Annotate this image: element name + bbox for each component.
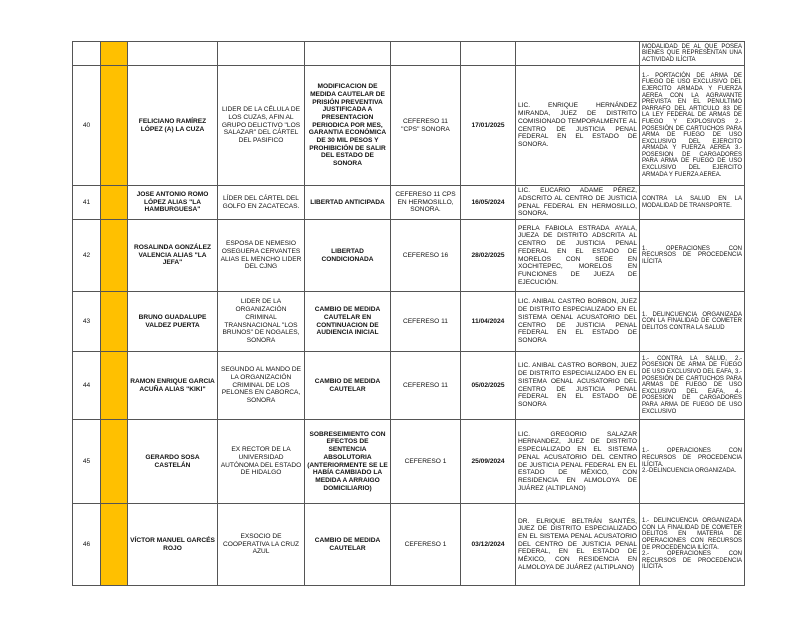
person-name: VÍCTOR MANUEL GARCÉS ROJO [128,504,218,586]
row-number: 43 [73,292,101,352]
authority: LIC. ANIBAL CASTRO BORBON, JUEZ DE DISTRITO ESPECIALIZADO EN EL SISTEMA OENAL ACUSATORIO DEL CENTRO DE JUSTICIA PENAL FEDERAL EN EL ESTADO DE SONORA [516,352,640,420]
date [461,42,516,66]
row-number: 40 [73,66,101,186]
measure: CAMBIO DE MEDIDA CAUTELAR [305,352,391,420]
person-description: SEGUNDO AL MANDO DE LA ORGANIZACIÓN CRIMINAL DE LOS PELONES EN CABORCA, SONORA [218,352,305,420]
table-row [73,352,745,420]
row-number: 42 [73,220,101,292]
person-description: LIDER DE LA ORGANIZACIÓN CRIMINAL TRANSNACIONAL "LOS BRUNOS" DE NOGALES, SONORA [218,292,305,352]
highlight-marker [101,220,128,292]
authority: LIC. ANIBAL CASTRO BORBON, JUEZ DE DISTRITO ESPECIALIZADO EN EL SISTEMA OENAL ACUSATORIO DEL CENTRO DE JUSTICIA PENAL FEDERAL EN EL ESTADO DE SONORA [516,292,640,352]
crimes: 1. DELINCUENCIA ORGANIZADA CON LA FINALIDAD DE COMETER DELITOS CONTRA LA SALUD [640,292,745,352]
person-name: FELICIANO RAMÍREZ LÓPEZ (A) LA CUZA [128,66,218,186]
table-row [73,220,745,292]
row-number: 44 [73,352,101,420]
person-description: LÍDER DEL CÁRTEL DEL GOLFO EN ZACATECAS. [218,186,305,220]
date: 03/12/2024 [461,504,516,586]
person-name: RAMON ENRIQUE GARCIA ACUÑA ALIAS "KIKI" [128,352,218,420]
penitentiary: CEFERESO 1 [391,504,461,586]
person-name: JOSE ANTONIO ROMO LÓPEZ ALIAS "LA HAMBURGUESA" [128,186,218,220]
penitentiary: CEFERESO 1 [391,420,461,504]
highlight-marker [101,66,128,186]
authority: LIC. EUCARIO ADAME PÉREZ, ADSCRITO AL CENTRO DE JUSTICIA PENAL FEDERAL EN HERMOSILLO, SONORA. [516,186,640,220]
penitentiary: CEFERESO 11 [391,292,461,352]
person-name: BRUNO GUADALUPE VALDEZ PUERTA [128,292,218,352]
date: 28/02/2025 [461,220,516,292]
person-name: GERARDO SOSA CASTELÁN [128,420,218,504]
table-row [73,504,745,586]
date: 05/02/2025 [461,352,516,420]
crimes: MODALIDAD DE AL QUE POSEA BIENES QUE REPRESENTAN UNA ACTIVIDAD ILÍCITA [640,42,745,66]
table-row [73,42,745,66]
crimes: 1.- CONTRA LA SALUD, 2.- POSESION DE ARMA DE FUEGO DE USO EXCLUSIVO DEL EAFA, 3.- POSESIÓN DE CARTUCHOS PARA ARMAS DE FUEGO DE USO EXCLUSIVO DEL EAFA, 4.- POSESION DE CARGADORES PARA ARMA DE FUEGO DE USO EXCLUSIVO [640,352,745,420]
crimes: 1. OPERACIONES CON RECURSOS DE PROCEDENCIA ILÍCITA [640,220,745,292]
highlight-marker [101,42,128,66]
row-number: 46 [73,504,101,586]
penitentiary: CEFERESO 11 [391,352,461,420]
crimes: 1.- PORTACIÓN DE ARMA DE FUEGO DE USO EXCLUSIVO DEL EJERCITO ARMADA Y FUERZA AEREA CON LA AGRAVANTE PREVISTA EN EL PENULTIMO PARRAFO DEL ARTICULO 83 DE LA LEY FEDERAL DE ARMAS DE FUEGO Y EXPLOSIVOS 2.- POSESIÓN DE CARTUCHOS PARA ARMA DE FUEGO DE USO EXCLUSIVO DEL EJERCITO ARMADA Y FUERZA AEREA 3.- POSESION DE CARGADORES PARA ARMA DE FUEGO DE USO EXCLUSIVO DEL EJERCITO ARMADA Y FUERZA AEREA. [640,66,745,186]
highlight-marker [101,504,128,586]
person-description [218,42,305,66]
highlight-marker [101,186,128,220]
table-row [73,186,745,220]
date: 25/09/2024 [461,420,516,504]
authority: LIC. ENRIQUE HERNÁNDEZ MIRANDA, JUEZ DE DISTRITO COMISIONADO TEMPORALMENTE AL CENTRO DE JUSTICIA PENAL FEDERAL EN EL ESTADO DE SONORA. [516,66,640,186]
date: 11/04/2024 [461,292,516,352]
highlight-marker [101,352,128,420]
highlight-marker [101,292,128,352]
person-description: LIDER DE LA CÉLULA DE LOS CUZAS, AFIN AL GRUPO DELICTIVO "LOS SALAZAR" DEL CÁRTEL DEL PASIFICO [218,66,305,186]
date: 16/05/2024 [461,186,516,220]
person-name: ROSALINDA GONZÁLEZ VALENCIA ALIAS "LA JEFA" [128,220,218,292]
highlight-marker [101,420,128,504]
penitentiary [391,42,461,66]
measure: MODIFICACION DE MEDIDA CAUTELAR DE PRISIÓN PREVENTIVA JUSTIFICADA A PRESENTACION PERIODICA POR MES, GARANTIA ECONÓMICA DE 30 MIL PESOS Y PROHIBICIÓN DE SALIR DEL ESTADO DE SONORA [305,66,391,186]
cases-table [72,41,745,586]
penitentiary: CEFERESO 11 "CPS" SONORA [391,66,461,186]
row-number: 41 [73,186,101,220]
person-description: EXSOCIO DE COOPERATIVA LA CRUZ AZUL [218,504,305,586]
measure: LIBERTAD ANTICIPADA [305,186,391,220]
person-name [128,42,218,66]
authority [516,42,640,66]
row-number: 45 [73,420,101,504]
measure: CAMBIO DE MEDIDA CAUTELAR EN CONTINUACION DE AUDIENCIA INICIAL [305,292,391,352]
authority: LIC. GREGORIO SALAZAR HERNANDEZ, JUEZ DE DISTRITO ESPECIALIZADO EN EL SISTEMA PENAL ACUSATORIO DEL CENTRO DE JUSTICIA PENAL FEDERAL EN EL ESTADO DE MÉXICO, CON RESIDENCIA EN ALMOLOYA DE JUÁREZ (ALTIPLANO) [516,420,640,504]
penitentiary: CEFERESO 16 [391,220,461,292]
table-row [73,420,745,504]
authority: DR. ELRIQUE BELTRÁN SANTÉS, JUEZ DE DISTRITO ESPECIALIZADO EN EL SISTEMA PENAL ACUSATORIO DEL CENTRO DE JUSTICIA PENAL FEDERAL, EN EL ESTADO DE MÉXICO, CON RESIDENCIA EN ALMOLOYA DE JUÁREZ (ALTIPLANO) [516,504,640,586]
table-row [73,292,745,352]
penitentiary: CEFERESO 11 CPS EN HERMOSILLO, SONORA. [391,186,461,220]
crimes: 1.- DELINCUENCIA ORGANIZADA CON LA FINALIDAD DE COMETER DELITOS EN MATERIA DE OPERACIONES CON RECURSOS DE PROCEDENCIA ILÍCITA. 2.- OPERACIONES CON RECURSOS DE PROCEDENCIA ILÍCITA. [640,504,745,586]
crimes: CONTRA LA SALUD EN LA MODALIDAD DE TRANSPORTE. [640,186,745,220]
date: 17/01/2025 [461,66,516,186]
crimes: 1.- OPERACIONES CON RECURSOS DE PROCEDENCIA ILÍCITA. 2.-DELINCUENCIA ORGANIZADA. [640,420,745,504]
measure: SOBRESEIMIENTO CON EFECTOS DE SENTENCIA ABSOLUTORIA (ANTERIORMENTE SE LE HABÍA CAMBIADO LA MEDIDA A ARRAIGO DOMICILIARIO) [305,420,391,504]
person-description: EX RECTOR DE LA UNIVERSIDAD AUTÓNOMA DEL ESTADO DE HIDALGO [218,420,305,504]
row-number [73,42,101,66]
measure [305,42,391,66]
authority: PERLA FABIOLA ESTRADA AYALA, JUEZA DE DISTRITO ADSCRITA AL CENTRO DE JUSTICIA PENAL FEDERAL EN EL ESTADO DE MORELOS CON SEDE EN XOCHITEPEC, MORELOS EN FUNCIONES DE JUEZA DE EJECUCIÓN. [516,220,640,292]
table-row [73,66,745,186]
person-description: ESPOSA DE NEMESIO OSEGUERA CERVANTES ALIAS EL MENCHO LIDER DEL CJNG [218,220,305,292]
measure: LIBERTAD CONDICIONADA [305,220,391,292]
measure: CAMBIO DE MEDIDA CAUTELAR [305,504,391,586]
